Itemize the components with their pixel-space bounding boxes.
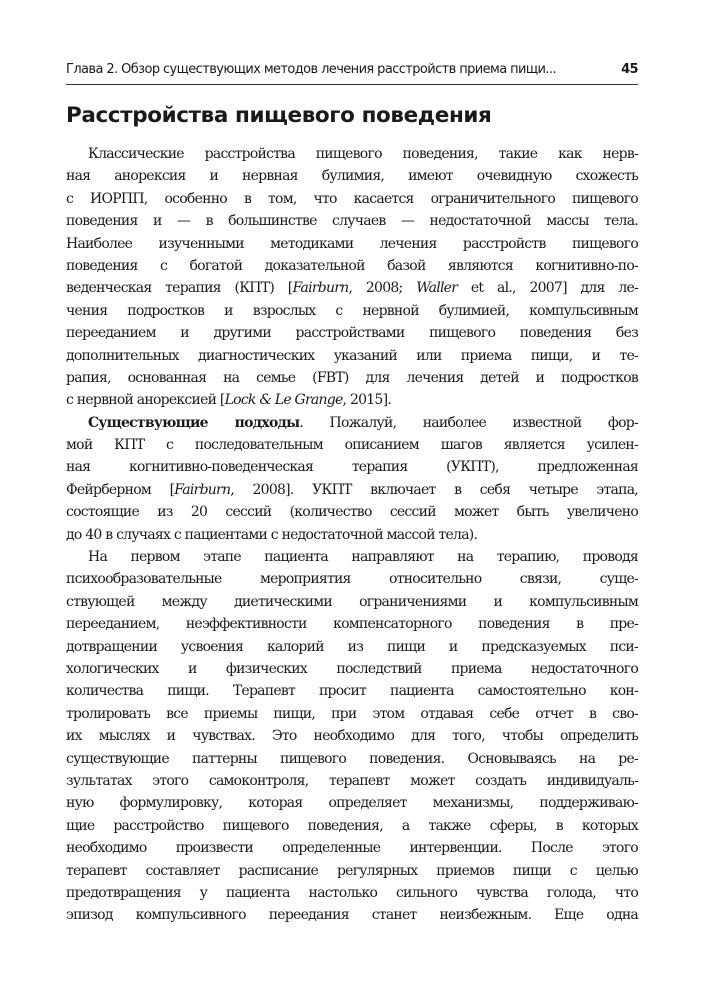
text-line: существующие паттерны пищевого поведения. Основываясь на ре-	[66, 750, 638, 767]
text-line: количества пищи. Терапевт просит пациента самостоятельно кон-	[66, 683, 638, 700]
text-line: мой КПТ с последовательным описанием шагов является усилен-	[66, 437, 638, 454]
text-line: ствующей между диетическими ограничениями и компульсивным	[66, 593, 638, 610]
text-run: Фейрберном [	[66, 481, 175, 498]
text-line: дополнительных диагностических указаний или приема пищи, и те-	[66, 347, 638, 364]
text-run: et al., 2007] для ле-	[457, 280, 638, 297]
paragraph-3	[66, 546, 638, 927]
text-run: , 2008;	[348, 280, 417, 297]
text-line: зультатах этого самоконтроля, терапевт может создать индивидуаль-	[66, 772, 638, 789]
citation-author: Fairburn	[174, 481, 231, 498]
text-line: тролировать все приемы пищи, при этом отдавая себе отчет в сво-	[66, 705, 638, 722]
text-line: с ИОРПП, особенно в том, что касается ограничительного пищевого	[66, 190, 638, 207]
text-line: терапевт составляет расписание регулярных приемов пищи с целью	[66, 862, 638, 879]
text-line: перееданием и другими расстройствами пищевого поведения без	[66, 325, 638, 342]
text-line: поведения с богатой доказательной базой являются когнитивно-по-	[66, 257, 638, 274]
running-header	[66, 60, 638, 85]
citation-author: Fairburn	[292, 280, 349, 297]
text-line: щие расстройство пищевого поведения, а также сферы, в которых	[66, 817, 638, 834]
text-line: ную формулировку, которая определяет механизмы, поддерживаю-	[66, 795, 638, 812]
text-line	[66, 412, 638, 434]
text-line: состоящие из 20 сессий (количество сессий может быть увеличено	[66, 504, 638, 521]
paragraph-1	[66, 143, 638, 412]
run-in-heading: Существующие подходы	[88, 414, 300, 431]
text-run: . Пожалуй, наиболее известной фор-	[299, 414, 639, 431]
text-run: веденческая терапия (КПТ) [	[66, 280, 293, 297]
text-line: необходимо произвести определенные интервенции. После этого	[66, 840, 638, 857]
text-line: эпизод компульсивного переедания станет неизбежным. Еще одна	[66, 907, 638, 924]
text-line: дотвращении усвоения калорий из пищи и предсказуемых пси-	[66, 638, 638, 655]
text-line: их мыслях и чувствах. Это необходимо для того, чтобы определить	[66, 728, 638, 745]
citation-author: Waller	[416, 280, 458, 297]
text-line	[66, 479, 638, 501]
section-title: Расстройства пищевого поведения	[66, 103, 492, 128]
chapter-title: Глава 2. Обзор существующих методов лечения расстройств приема пищи...	[66, 62, 556, 77]
text-line	[66, 389, 638, 411]
text-line: хологических и физических последствий приема недостаточного	[66, 660, 638, 677]
text-line: Классические расстройства пищевого поведения, такие как нерв-	[88, 146, 638, 162]
text-line: ная анорексия и нервная булимия, имеют очевидную схожесть	[66, 168, 638, 185]
text-line	[66, 277, 638, 299]
text-line: перееданием, неэффективности компенсаторного поведения в пре-	[66, 616, 638, 633]
text-line: чения подростков и взрослых с нервной булимией, компульсивным	[66, 302, 638, 319]
text-run: , 2008]. УКПТ включает в себя четыре этапа,	[230, 481, 638, 498]
text-line: ная когнитивно-поведенческая терапия (УКПТ), предложенная	[66, 459, 638, 476]
text-line: На первом этапе пациента направляют на терапию, проводя	[88, 549, 638, 566]
text-line: рапия, основанная на семье (FBT) для лечения детей и подростков	[66, 369, 638, 386]
body-text	[66, 143, 638, 927]
text-line: поведения и — в большинстве случаев — недостаточной массы тела.	[66, 213, 638, 230]
text-run: , 2015].	[342, 392, 391, 409]
text-line: до 40 в случаях с пациентами с недостаточной массой тела).	[66, 526, 478, 543]
text-line: психообразовательные мероприятия относительно связи, суще-	[66, 571, 638, 588]
paragraph-2	[66, 412, 638, 546]
page-number: 45	[621, 62, 638, 77]
text-line: предотвращения у пациента настолько сильного чувства голода, что	[66, 884, 638, 901]
text-line: Наиболее изученными методиками лечения расстройств пищевого	[66, 235, 638, 252]
text-run: с нервной анорексией [	[66, 392, 225, 409]
citation-author: Lock & Le Grange	[224, 392, 343, 409]
